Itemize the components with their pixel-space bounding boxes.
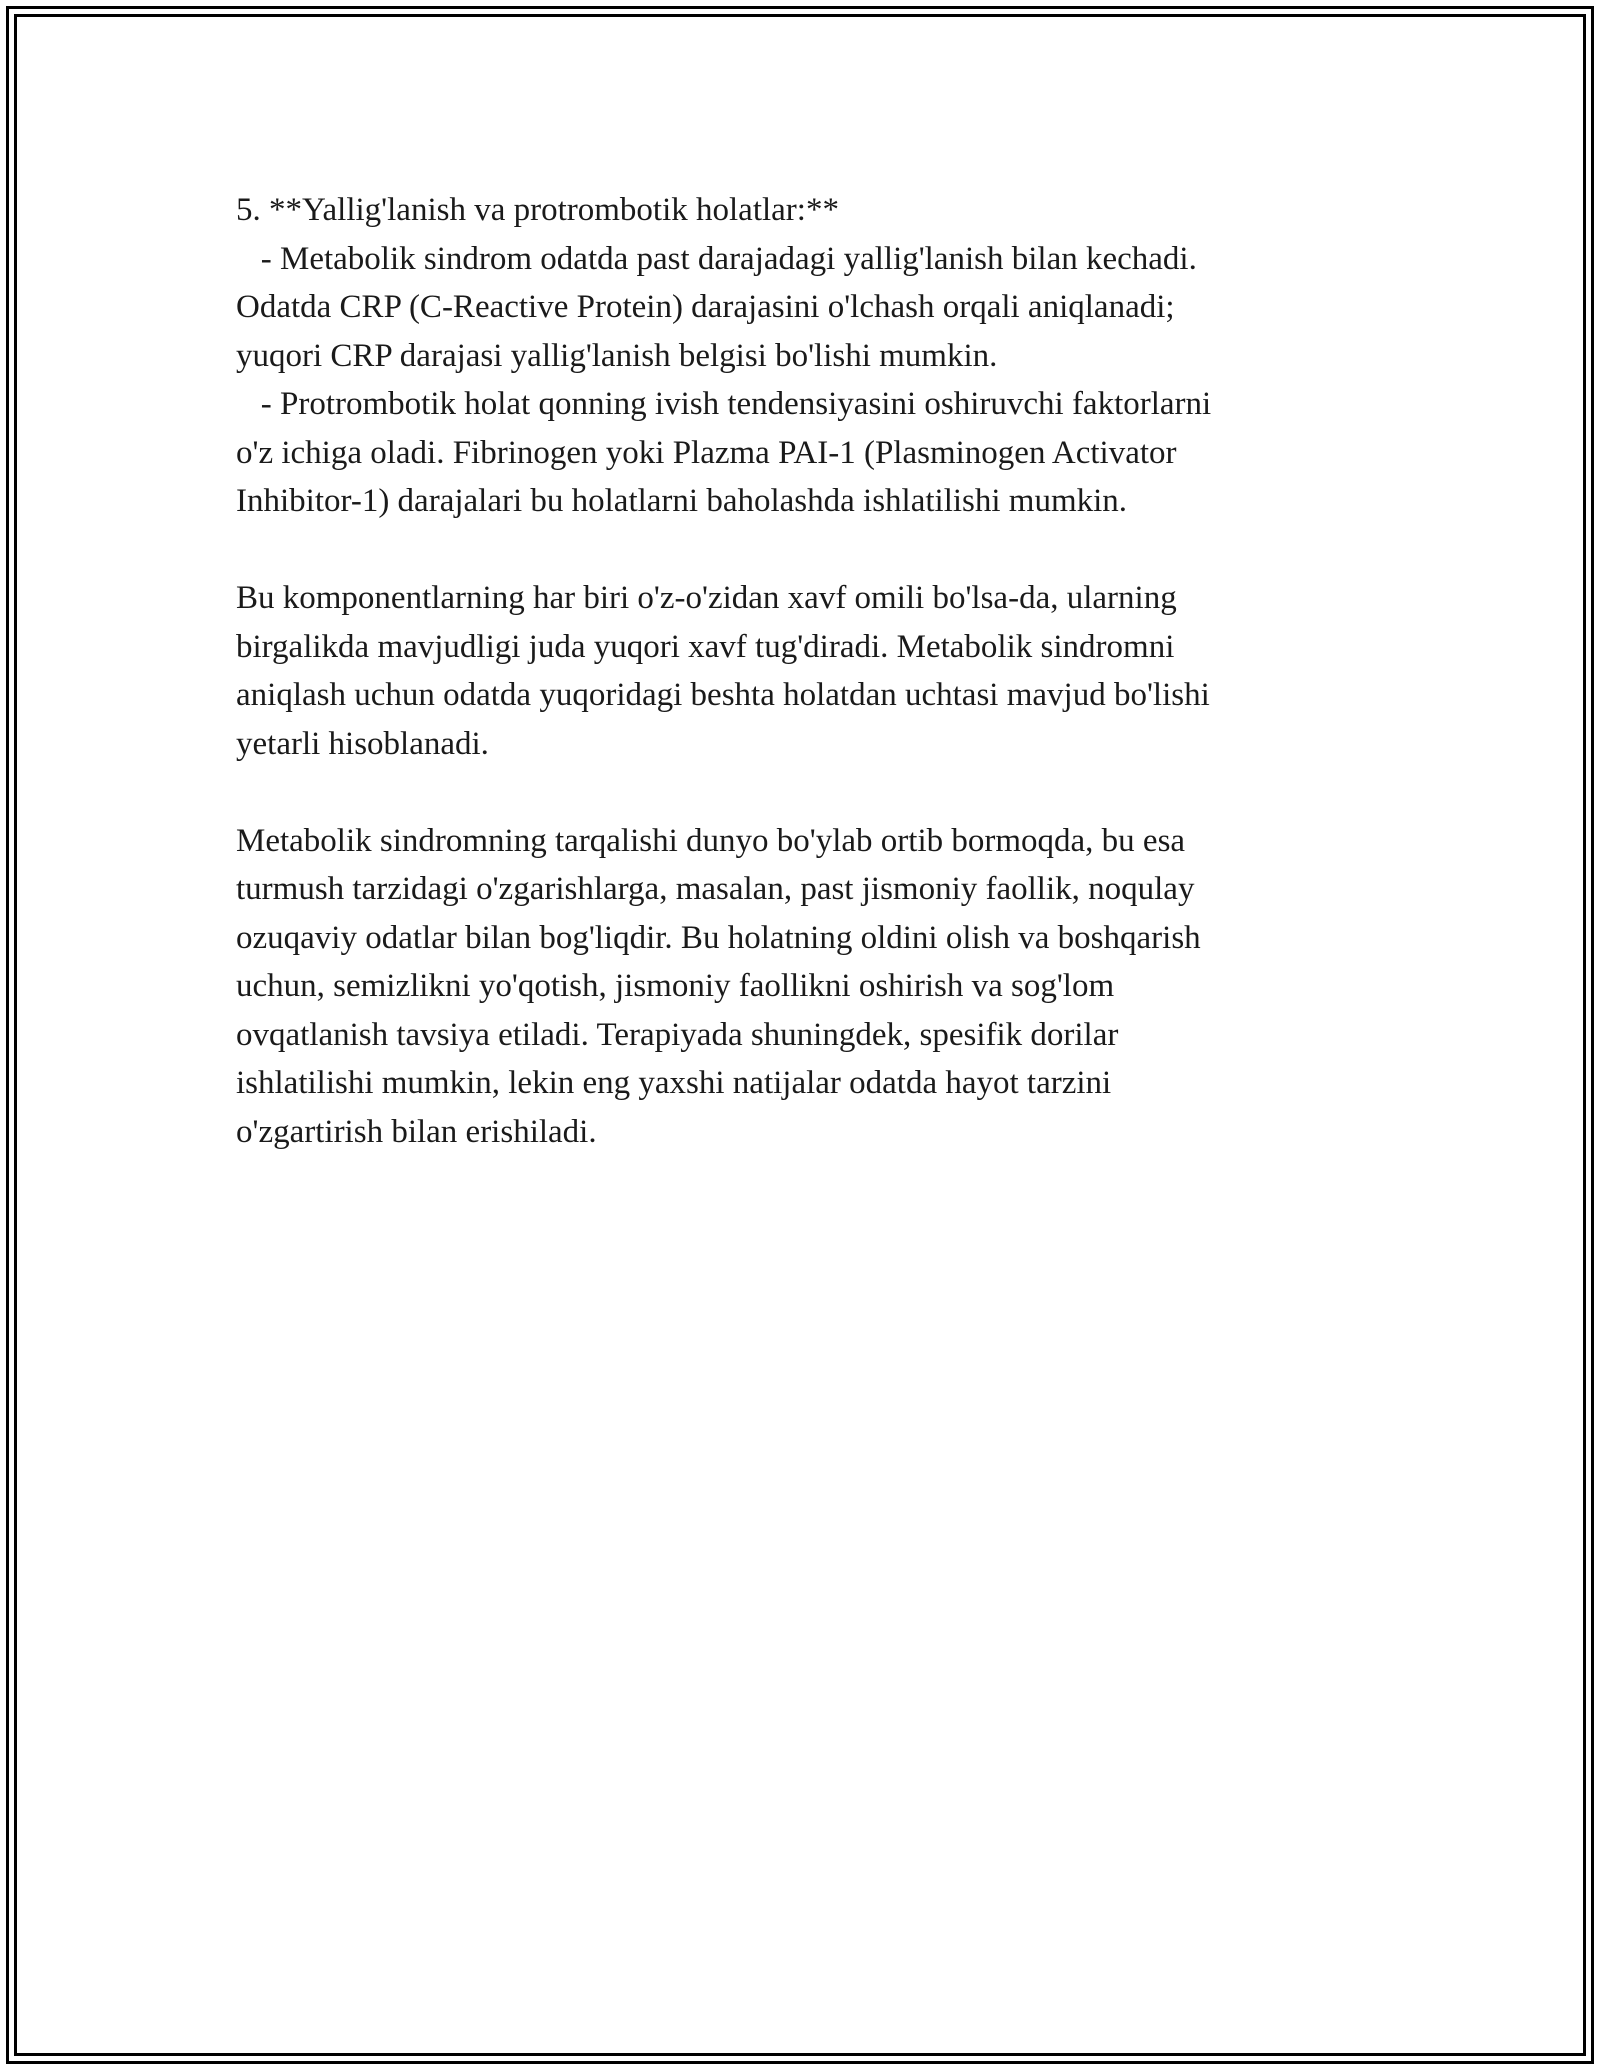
paragraph-risk-components: Bu komponentlarning har biri o'z-o'zidan xavf omili bo'lsa-da, ularning birgalikda mavjudligi juda yuqori xavf tug'diradi. Metabolik sindromni aniqlash uchun odatda yuqoridagi beshta holatdan uchtasi mavjud bo'lishi yetarli hisoblanadi. [236, 580, 1210, 762]
bullet-inflammation: - Metabolik sindrom odatda past darajadagi yallig'lanish bilan kechadi. Odatda CRP (C-Reactive Protein) darajasini o'lchash orqali aniqlanadi; yuqori CRP darajasi yallig'lanish belgisi bo'lishi mumkin. [236, 240, 1197, 374]
paragraph-spacer [236, 768, 1366, 817]
paragraph-spacer [236, 526, 1366, 575]
paragraph-prevalence: Metabolik sindromning tarqalishi dunyo bo'ylab ortib bormoqda, bu esa turmush tarzidagi o'zgarishlarga, masalan, past jismoniy faollik, noqulay ozuqaviy odatlar bilan bog'liqdir. Bu holatning oldini olish va boshqarish uchun, semizlikni yo'qotish, jismoniy faollikni oshirish va sog'lom ovqatlanish tavsiya etiladi. Terapiyada shuningdek, spesifik dorilar ishlatilishi mumkin, lekin eng yaxshi natijalar odatda hayot tarzini o'zgartirish bilan erishiladi. [236, 822, 1201, 1150]
section-heading: 5. **Yallig'lanish va protrombotik holatlar:** [236, 192, 839, 228]
bullet-prothrombotic: - Protrombotik holat qonning ivish tendensiyasini oshiruvchi faktorlarni o'z ichiga oladi. Fibrinogen yoki Plazma PAI-1 (Plasminogen Activator Inhibitor-1) darajalari bu holatlarni baholashda ishlatilishi mumkin. [236, 386, 1212, 519]
document-body [236, 186, 1366, 1156]
